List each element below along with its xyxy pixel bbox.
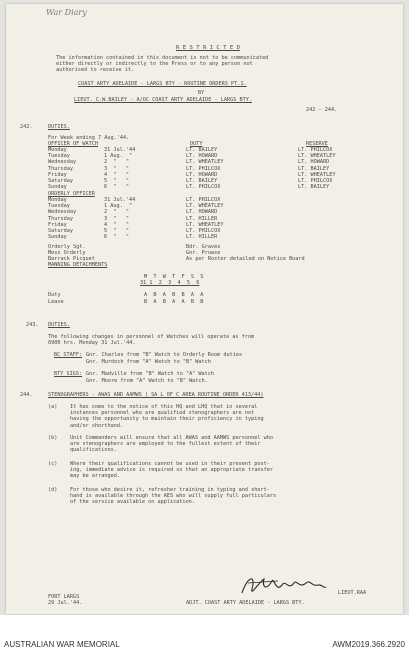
commander-heading: LIEUT. C.W.BAILEY - A/OC COAST ARTY ADELAIDE - LARGS BTY. xyxy=(74,97,253,103)
item-line: instances personnel who are qualified stenographers are not xyxy=(70,410,255,417)
notice-line-1: The information contained in this document is not to be communicated xyxy=(56,55,269,61)
section-243-text-1: The following changes in personnel of Watches will operate as from xyxy=(48,334,255,340)
orderly-date: 4 " " xyxy=(104,221,129,228)
watch-date: 2 " " xyxy=(104,159,129,166)
orderly-day: Thursday xyxy=(48,215,73,222)
bty-sigs-label: BTY SIGS: xyxy=(54,371,83,377)
watch-duty-officer: LT. HOWARD xyxy=(186,171,218,178)
item-a-text xyxy=(70,404,264,429)
watch-reserve-officer: LT. PHILCOX xyxy=(298,178,333,185)
orderly-officer-header: ORDERLY OFFICER xyxy=(48,191,95,197)
footer-right: AWM2019.366.2920 xyxy=(332,640,405,649)
bty-sigs-line-2: Gnr. Moore from "A" Watch to "B" Watch. xyxy=(86,378,208,384)
other-duty-value: As per Roster detailed on Notice Board xyxy=(186,256,305,263)
orderly-officer: LT. PHILCOX xyxy=(186,228,221,235)
sign-title: ADJT. COAST ARTY ADELAIDE - LARGS BTY. xyxy=(186,600,305,606)
section-242-number: 242. xyxy=(20,124,33,130)
section-244-number: 244. xyxy=(20,392,33,398)
watch-reserve-officer: LT. PHILCOX xyxy=(298,147,333,153)
orderly-day: Sunday xyxy=(48,234,67,241)
item-line: qualifications. xyxy=(70,447,117,454)
watch-date: 5 " " xyxy=(104,178,129,185)
duty-row: A B A B B A A xyxy=(144,292,204,298)
section-243-title: DUTIES. xyxy=(48,322,70,328)
item-line: Unit Commanders will ensure that all AWAS and AAMWS personnel who xyxy=(70,435,274,441)
orderly-date: 1 Aug. " xyxy=(104,203,133,210)
reserve-header: RESERVE xyxy=(306,141,328,147)
watch-duty-officer: LT. PHILCOX xyxy=(186,165,221,172)
other-duty-value: Gnr. Prowse xyxy=(186,250,221,257)
duty-row-label: Duty xyxy=(48,292,61,298)
orderly-officer: LT. WHEATLEY xyxy=(186,221,224,228)
watch-day: Tuesday xyxy=(48,153,70,160)
orderly-dates-column xyxy=(104,197,135,240)
watch-day: Wednesday xyxy=(48,159,77,166)
watch-date: 3 " " xyxy=(104,165,129,172)
watch-day: Friday xyxy=(48,171,67,178)
other-duty-label: Barrack Picquet xyxy=(48,256,95,263)
other-duty-values xyxy=(186,244,305,263)
orderly-date: 3 " " xyxy=(104,215,129,222)
item-a-label: (a) xyxy=(48,404,58,410)
orderly-officer: LT. WHEATLEY xyxy=(186,203,224,210)
orderly-day: Friday xyxy=(48,221,67,228)
week-ending: For Week ending 7 Aug.'44. xyxy=(48,135,130,141)
orderly-day: Wednesday xyxy=(48,209,77,216)
bc-staff-label: BC STAFF: xyxy=(54,352,83,358)
watch-reserve-officer: LT. BAILEY xyxy=(298,165,330,172)
other-duty-labels xyxy=(48,244,95,263)
handwritten-note: War Diary xyxy=(46,8,87,17)
by-line: BY xyxy=(198,90,205,96)
item-b-text xyxy=(70,435,273,454)
orderly-day: Saturday xyxy=(48,228,73,235)
item-line: of the service available on application. xyxy=(70,499,195,506)
unit-heading: COAST ARTY ADELAIDE - LARGS BTY - ROUTINE ORDERS PT.1. xyxy=(78,81,247,87)
item-line: having the opportunity to maintain their proficiency in typing xyxy=(70,416,264,423)
item-b-label: (b) xyxy=(48,435,58,441)
bc-staff-line-1: Gnr. Charles from "B" Watch to Orderly Room duties xyxy=(86,352,243,358)
watch-dates-column xyxy=(104,147,135,190)
manning-dates: 31 1 2 3 4 5 6 xyxy=(140,280,200,286)
manning-days: M T W T F S S xyxy=(144,274,204,280)
other-duty-label: Mess Orderly xyxy=(48,250,86,257)
manning-header: MANNING DETACHMENTS xyxy=(48,262,108,268)
section-242-title: DUTIES. xyxy=(48,124,70,130)
place: FORT LARGS xyxy=(48,594,80,600)
footer-bar xyxy=(0,615,409,653)
orderly-date: 31 Jul.'44 xyxy=(104,197,136,203)
watch-reserve-officer: LT. BAILEY xyxy=(298,184,330,191)
item-c-text xyxy=(70,461,273,480)
signature xyxy=(238,571,330,601)
watch-day: Thursday xyxy=(48,165,73,172)
item-c-label: (c) xyxy=(48,461,58,467)
item-d-label: (d) xyxy=(48,487,58,493)
leave-row-label: Leave xyxy=(48,299,64,305)
section-243-text-2: 0900 hrs. Monday 31 Jul.'44. xyxy=(48,340,136,346)
orderly-days-column xyxy=(48,197,76,240)
item-line: are stenographers are employed to the fullest extent of their xyxy=(70,441,261,448)
duty-header: DUTY xyxy=(190,141,203,147)
order-range: 242 - 244. xyxy=(306,107,338,113)
watch-reserve-column xyxy=(298,147,335,190)
watch-duty-officer: LT. WHEATLEY xyxy=(186,159,224,166)
section-243-number: 243. xyxy=(26,322,39,328)
watch-duty-officer: LT. BAILEY xyxy=(186,178,218,185)
orderly-date: 5 " " xyxy=(104,228,129,235)
watch-reserve-officer: LT. WHEATLEY xyxy=(298,153,336,160)
orderly-duty-column xyxy=(186,197,223,240)
bc-staff-line-2: Gnr. Murdoch from "A" Watch to "B" Watch xyxy=(86,359,211,365)
item-line: hand is available through the AES who will supply full particulars xyxy=(70,493,277,500)
item-line: ing, immediate advice is required so that an appropriate transfer xyxy=(70,467,274,474)
item-line: For those who desire it, refresher training in typing and short- xyxy=(70,487,270,493)
watch-date: 1 Aug. " xyxy=(104,153,133,160)
watch-duty-column xyxy=(186,147,223,190)
watch-days-column xyxy=(48,147,76,190)
footer-left: AUSTRALIAN WAR MEMORIAL xyxy=(4,640,120,649)
watch-day: Sunday xyxy=(48,184,67,191)
orderly-day: Monday xyxy=(48,197,67,203)
orderly-date: 6 " " xyxy=(104,234,129,241)
document-page xyxy=(6,4,403,614)
watch-day: Saturday xyxy=(48,178,73,185)
watch-duty-officer: LT. HOWARD xyxy=(186,153,218,160)
item-line: and/or shorthand. xyxy=(70,422,124,429)
orderly-officer: LT. HOWARD xyxy=(186,209,218,216)
watch-duty-officer: LT. BAILEY xyxy=(186,147,218,153)
officer-of-watch-header: OFFICER OF WATCH xyxy=(48,141,98,147)
item-d-text xyxy=(70,487,276,506)
item-line: Where their qualifications cannot be used in their present post- xyxy=(70,461,270,467)
other-duty-label: Orderly Sgt. xyxy=(48,244,86,250)
section-244-title: STENOGRAPHERS - AWAS AND AAMWS ( SA L OF C AREA ROUTINE ORDER 413/44) xyxy=(48,392,264,398)
watch-reserve-officer: LT. WHEATLEY xyxy=(298,171,336,178)
orderly-officer: LT. HILLER xyxy=(186,215,218,222)
orderly-day: Tuesday xyxy=(48,203,70,210)
notice-line-2: either directly or indirectly to the Press or to any person not xyxy=(56,61,253,67)
leave-row: B A B A A B B xyxy=(144,299,204,305)
notice-line-3: authorised to receive it. xyxy=(56,67,135,73)
item-line: It has come to the notice of this HQ and LHQ that in several xyxy=(70,404,258,410)
watch-date: 6 " " xyxy=(104,184,129,191)
sign-rank: LIEUT.RAA xyxy=(338,590,367,596)
watch-day: Monday xyxy=(48,147,67,153)
orderly-date: 2 " " xyxy=(104,209,129,216)
date: 29 Jul.'44. xyxy=(48,600,83,606)
other-duty-value: Bdr. Graves xyxy=(186,244,221,250)
bty-sigs-line-1: Gnr. Madville from "B" Watch to "A" Watch xyxy=(86,371,215,377)
watch-date: 31 Jul.'44 xyxy=(104,147,136,153)
orderly-officer: LT. HILLER xyxy=(186,234,218,241)
watch-date: 4 " " xyxy=(104,171,129,178)
item-line: may be arranged. xyxy=(70,473,120,480)
watch-duty-officer: LT. PHILCOX xyxy=(186,184,221,191)
restricted-heading: R E S T R I C T E D xyxy=(176,45,240,51)
watch-reserve-officer: LT. HOWARD xyxy=(298,159,330,166)
orderly-officer: LT. PHILCOX xyxy=(186,197,221,203)
